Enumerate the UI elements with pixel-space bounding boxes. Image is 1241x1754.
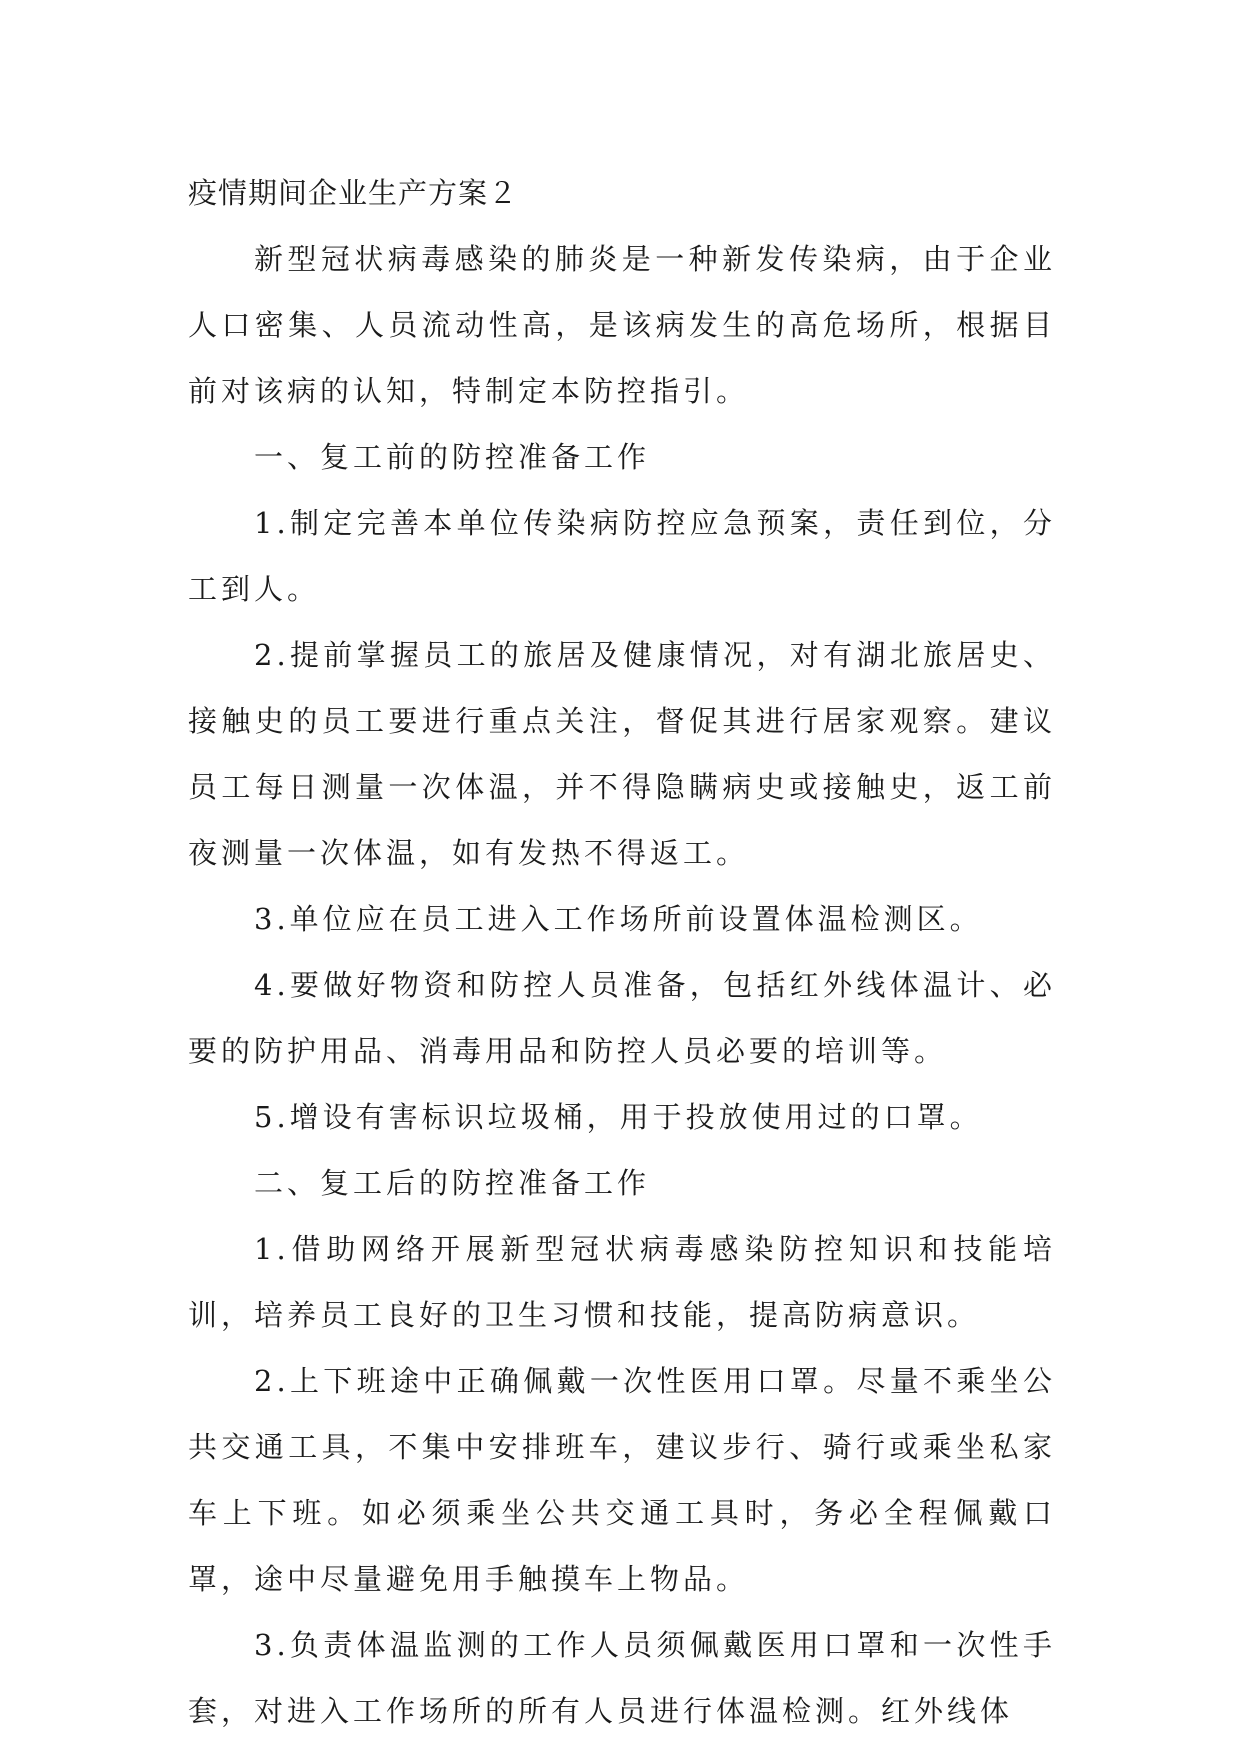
intro-paragraph: 新型冠状病毒感染的肺炎是一种新发传染病，由于企业人口密集、人员流动性高，是该病发生的高危场所，根据目前对该病的认知，特制定本防控指引。: [188, 242, 1056, 408]
list-item: 3.负责体温监测的工作人员须佩戴医用口罩和一次性手套，对进入工作场所的所有人员进行体温检测。红外线体: [188, 1628, 1056, 1728]
section-heading-post-resumption: 二、复工后的防控准备工作: [254, 1166, 651, 1200]
list-item: 1.制定完善本单位传染病防控应急预案，责任到位，分工到人。: [188, 506, 1056, 606]
document-title: 疫情期间企业生产方案２: [188, 176, 519, 210]
list-item: 5.增设有害标识垃圾桶，用于投放使用过的口罩。: [254, 1100, 983, 1134]
section-heading-pre-resumption: 一、复工前的防控准备工作: [254, 440, 651, 474]
list-item: 3.单位应在员工进入工作场所前设置体温检测区。: [254, 902, 983, 936]
list-item: 2.上下班途中正确佩戴一次性医用口罩。尽量不乘坐公共交通工具，不集中安排班车，建议步行、骑行或乘坐私家车上下班。如必须乘坐公共交通工具时，务必全程佩戴口罩，途中尽量避免用手触摸车上物品。: [188, 1364, 1056, 1596]
list-item: 4.要做好物资和防控人员准备，包括红外线体温计、必要的防护用品、消毒用品和防控人员必要的培训等。: [188, 968, 1056, 1068]
list-item: 1.借助网络开展新型冠状病毒感染防控知识和技能培训，培养员工良好的卫生习惯和技能，提高防病意识。: [188, 1232, 1056, 1332]
list-item: 2.提前掌握员工的旅居及健康情况，对有湖北旅居史、接触史的员工要进行重点关注，督促其进行居家观察。建议员工每日测量一次体温，并不得隐瞒病史或接触史，返工前夜测量一次体温，如有发热不得返工。: [188, 638, 1056, 870]
document-body: [188, 160, 1056, 1744]
